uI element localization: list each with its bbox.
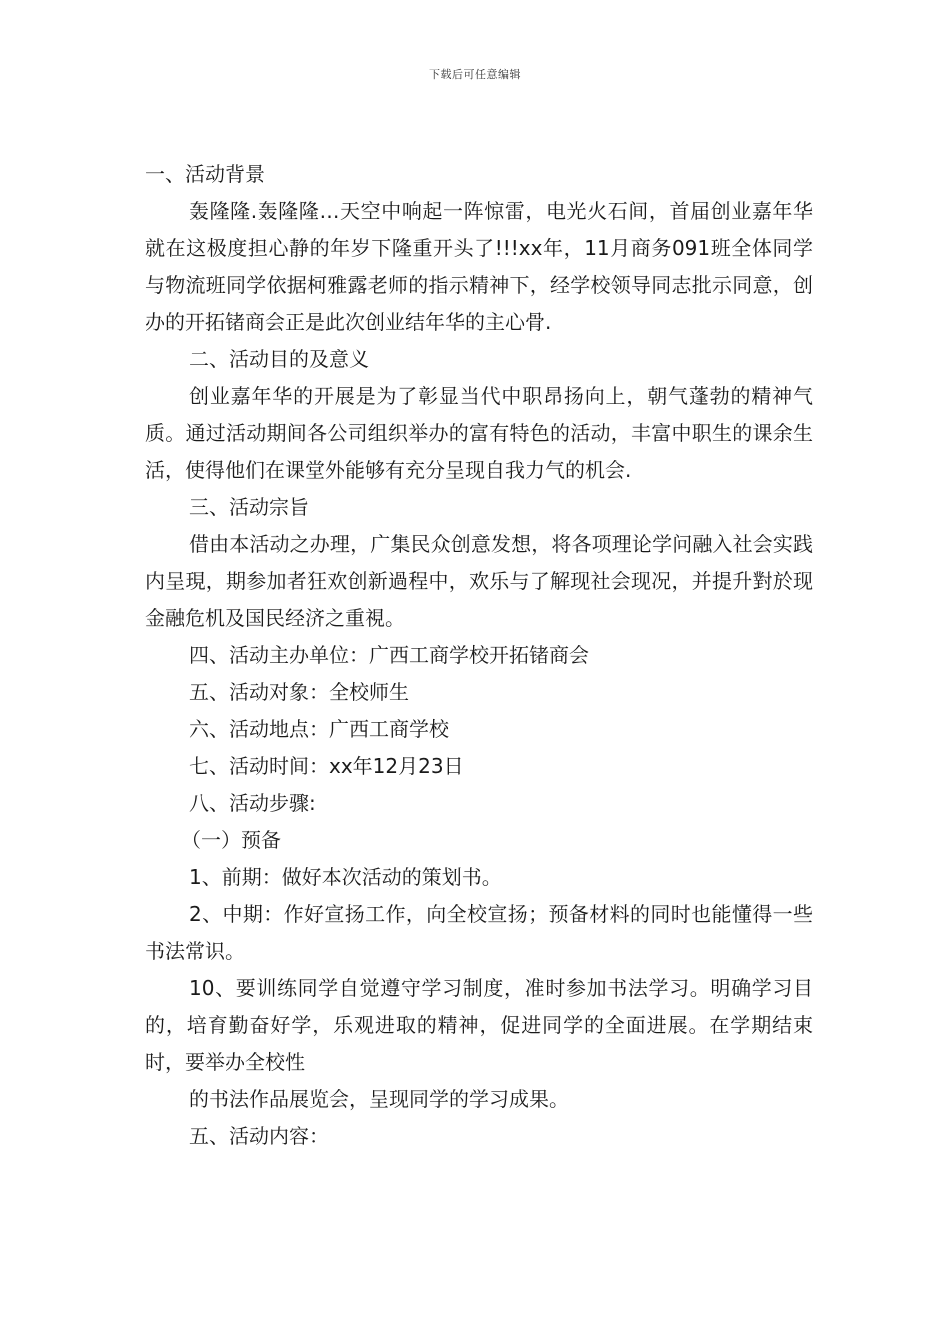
item-time: 七、活动时间：xx年12月23日 — [189, 754, 464, 778]
section-heading-steps: 八、活动步骤: — [189, 791, 316, 815]
section-heading-aim: 三、活动宗旨 — [189, 495, 309, 519]
paragraph-aim: 借由本活动之办理，广集民众创意发想，将各项理论学问融入社会实践内呈現，期参加者狂欢创新過程中，欢乐与了解现社会现况，并提升對於现金融危机及国民经济之重視。 — [145, 532, 813, 630]
sub-heading-preparation: （一）预备 — [181, 828, 281, 852]
section-heading-purpose: 二、活动目的及意义 — [189, 347, 369, 371]
step-middle: 2、中期：作好宣扬工作，向全校宣扬；预备材料的同时也能懂得一些书法常识。 — [145, 902, 813, 963]
item-audience: 五、活动对象：全校师生 — [189, 680, 409, 704]
header-note: 下载后可任意编辑 — [429, 68, 521, 81]
section-heading-background: 一、活动背景 — [145, 162, 265, 186]
item-organizer: 四、活动主办单位：广西工商学校开拓锗商会 — [189, 643, 589, 667]
paragraph-purpose: 创业嘉年华的开展是为了彰显当代中职昂扬向上，朝气蓬勃的精神气质。通过活动期间各公司组织举办的富有特色的活动，丰富中职生的课余生活，使得他们在课堂外能够有充分呈现自我力气的机会. — [145, 384, 813, 482]
section-heading-content: 五、活动内容： — [189, 1124, 329, 1148]
paragraph-exhibition: 的书法作品展览会，呈现同学的学习成果。 — [189, 1087, 569, 1111]
document-body — [145, 156, 813, 1155]
paragraph-background: 轰隆隆.轰隆隆…天空中响起一阵惊雷，电光火石间，首届创业嘉年华就在这极度担心静的年岁下隆重开头了!!!xx年，11月商务091班全体同学与物流班同学依据柯雅露老师的指示精神下，经学校领导同志批示同意，创办的开拓锗商会正是此次创业结年华的主心骨. — [145, 199, 813, 334]
step-early: 1、前期：做好本次活动的策划书。 — [189, 865, 502, 889]
item-location: 六、活动地点：广西工商学校 — [189, 717, 449, 741]
step-training: 10、要训练同学自觉遵守学习制度，准时参加书法学习。明确学习目的，培育勤奋好学，乐观进取的精神，促进同学的全面进展。在学期结束时，要举办全校性 — [145, 976, 813, 1074]
